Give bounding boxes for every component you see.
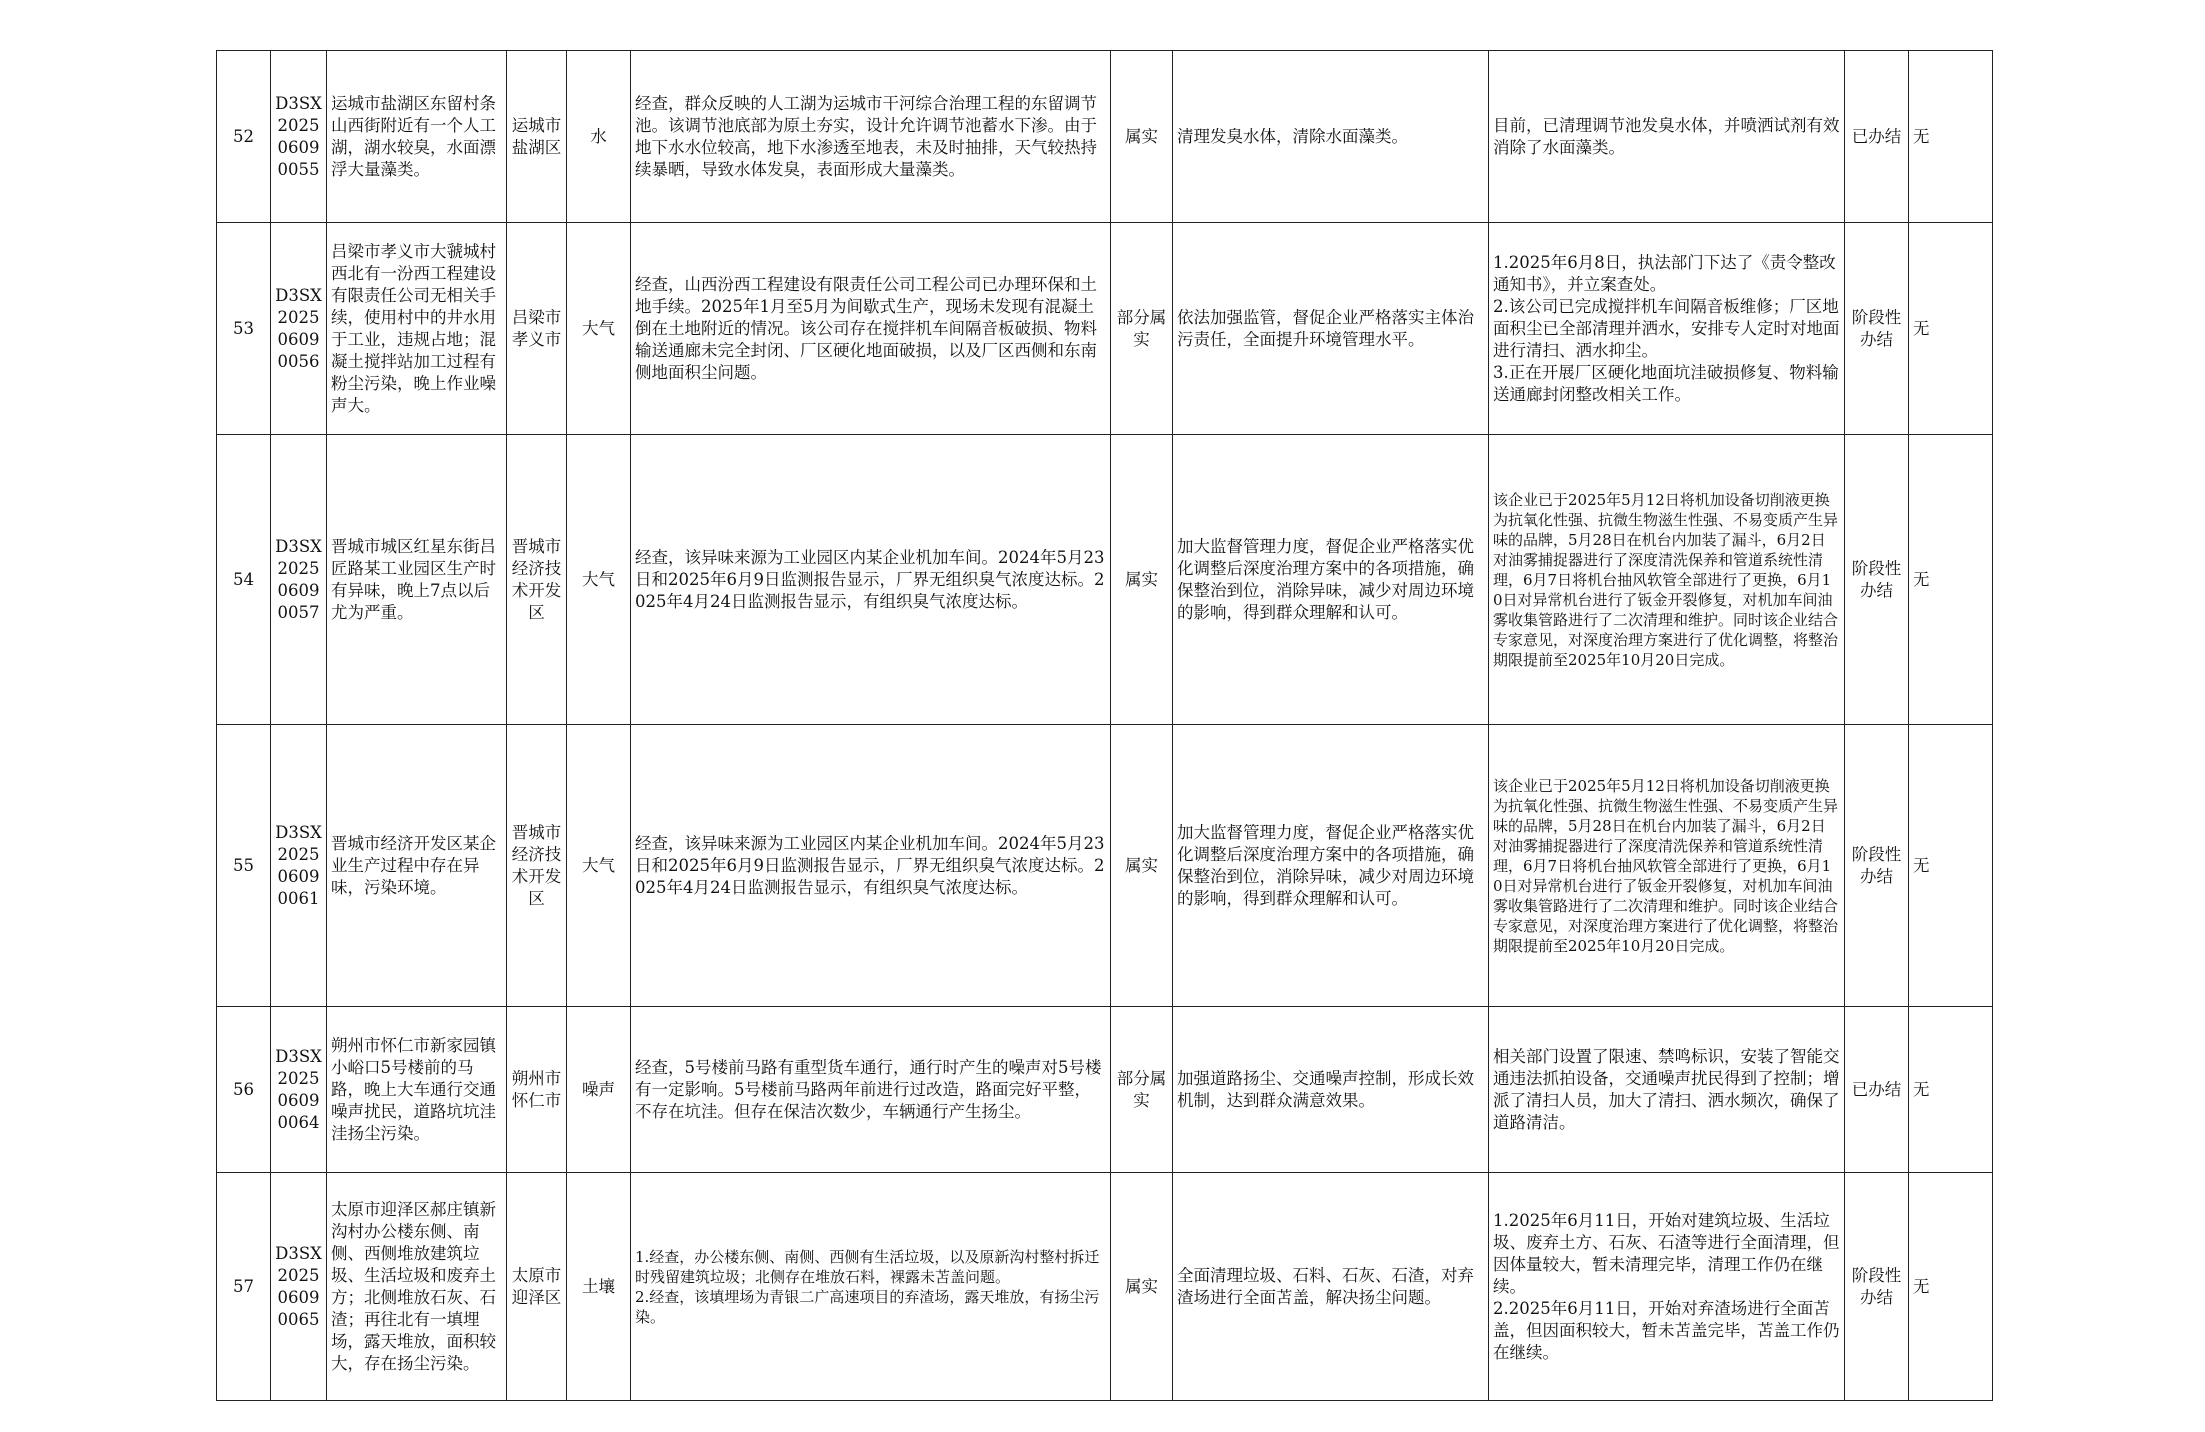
row-number: 57 <box>217 1173 271 1401</box>
accountability: 无 <box>1909 435 1993 725</box>
investigation-finding: 经查，该异味来源为工业园区内某企业机加车间。2024年5月23日和2025年6月9日监测报告显示，厂界无组织臭气浓度达标。2025年4月24日监测报告显示，有组织臭气浓度达标。 <box>631 725 1111 1007</box>
verdict: 属实 <box>1111 51 1173 223</box>
region: 朔州市怀仁市 <box>507 1007 567 1173</box>
region: 太原市迎泽区 <box>507 1173 567 1401</box>
case-code: D3SX202506090057 <box>271 435 327 725</box>
progress: 该企业已于2025年5月12日将机加设备切削液更换为抗氧化性强、抗微生物滋生性强、不易变质产生异味的品牌，5月28日在机台内加装了漏斗，6月2日对油雾捕捉器进行了深度清洗保养和管道系统性清理，6月7日将机台抽风软管全部进行了更换，6月10日对异常机台进行了钣金开裂修复，对机加车间油雾收集管路进行了二次清理和维护。同时该企业结合专家意见，对深度治理方案进行了优化调整，将整治期限提前至2025年10月20日完成。 <box>1489 435 1845 725</box>
complaint-table <box>216 50 1993 1401</box>
table-row <box>217 1173 1993 1401</box>
pollution-type: 大气 <box>567 223 631 435</box>
case-code: D3SX202506090065 <box>271 1173 327 1401</box>
row-number: 52 <box>217 51 271 223</box>
pollution-type: 水 <box>567 51 631 223</box>
accountability: 无 <box>1909 51 1993 223</box>
progress: 目前，已清理调节池发臭水体，并喷洒试剂有效消除了水面藻类。 <box>1489 51 1845 223</box>
status: 已办结 <box>1845 51 1909 223</box>
investigation-finding: 1.经查，办公楼东侧、南侧、西侧有生活垃圾，以及原新沟村整村拆迁时残留建筑垃圾；北侧存在堆放石料，裸露未苫盖问题。 2.经查，该填埋场为青银二广高速项目的弃渣场，露天堆放，有扬尘污染。 <box>631 1173 1111 1401</box>
complaint-content: 运城市盐湖区东留村条山西街附近有一个人工湖，湖水较臭，水面漂浮大量藻类。 <box>327 51 507 223</box>
region: 吕梁市孝义市 <box>507 223 567 435</box>
investigation-finding: 经查，山西汾西工程建设有限责任公司工程公司已办理环保和土地手续。2025年1月至5月为间歇式生产，现场未发现有混凝土倒在土地附近的情况。该公司存在搅拌机车间隔音板破损、物料输送通廊未完全封闭、厂区硬化地面破损，以及厂区西侧和东南侧地面积尘问题。 <box>631 223 1111 435</box>
progress: 1.2025年6月8日，执法部门下达了《责令整改通知书》，并立案查处。 2.该公司已完成搅拌机车间隔音板维修；厂区地面积尘已全部清理并洒水，安排专人定时对地面进行清扫、洒水抑尘。 3.正在开展厂区硬化地面坑洼破损修复、物料输送通廊封闭整改相关工作。 <box>1489 223 1845 435</box>
accountability: 无 <box>1909 1007 1993 1173</box>
verdict: 属实 <box>1111 435 1173 725</box>
accountability: 无 <box>1909 1173 1993 1401</box>
complaint-content: 朔州市怀仁市新家园镇小峪口5号楼前的马路，晚上大车通行交通噪声扰民，道路坑坑洼洼扬尘污染。 <box>327 1007 507 1173</box>
accountability: 无 <box>1909 223 1993 435</box>
table-row <box>217 725 1993 1007</box>
verdict: 部分属实 <box>1111 1007 1173 1173</box>
row-number: 54 <box>217 435 271 725</box>
pollution-type: 大气 <box>567 435 631 725</box>
verdict: 属实 <box>1111 1173 1173 1401</box>
case-code: D3SX202506090064 <box>271 1007 327 1173</box>
region: 晋城市经济技术开发区 <box>507 725 567 1007</box>
table-row <box>217 223 1993 435</box>
region: 晋城市经济技术开发区 <box>507 435 567 725</box>
handling-plan: 全面清理垃圾、石料、石灰、石渣，对弃渣场进行全面苫盖，解决扬尘问题。 <box>1173 1173 1489 1401</box>
progress: 该企业已于2025年5月12日将机加设备切削液更换为抗氧化性强、抗微生物滋生性强、不易变质产生异味的品牌，5月28日在机台内加装了漏斗，6月2日对油雾捕捉器进行了深度清洗保养和管道系统性清理，6月7日将机台抽风软管全部进行了更换，6月10日对异常机台进行了钣金开裂修复，对机加车间油雾收集管路进行了二次清理和维护。同时该企业结合专家意见，对深度治理方案进行了优化调整，将整治期限提前至2025年10月20日完成。 <box>1489 725 1845 1007</box>
status: 阶段性办结 <box>1845 223 1909 435</box>
verdict: 部分属实 <box>1111 223 1173 435</box>
handling-plan: 依法加强监管，督促企业严格落实主体治污责任，全面提升环境管理水平。 <box>1173 223 1489 435</box>
investigation-finding: 经查，5号楼前马路有重型货车通行，通行时产生的噪声对5号楼有一定影响。5号楼前马路两年前进行过改造，路面完好平整，不存在坑洼。但存在保洁次数少，车辆通行产生扬尘。 <box>631 1007 1111 1173</box>
status: 阶段性办结 <box>1845 435 1909 725</box>
progress: 相关部门设置了限速、禁鸣标识，安装了智能交通违法抓拍设备，交通噪声扰民得到了控制；增派了清扫人员，加大了清扫、洒水频次，确保了道路清洁。 <box>1489 1007 1845 1173</box>
status: 已办结 <box>1845 1007 1909 1173</box>
case-code: D3SX202506090056 <box>271 223 327 435</box>
row-number: 53 <box>217 223 271 435</box>
accountability: 无 <box>1909 725 1993 1007</box>
case-code: D3SX202506090061 <box>271 725 327 1007</box>
table-row <box>217 435 1993 725</box>
pollution-type: 噪声 <box>567 1007 631 1173</box>
case-code: D3SX202506090055 <box>271 51 327 223</box>
pollution-type: 土壤 <box>567 1173 631 1401</box>
handling-plan: 清理发臭水体，清除水面藻类。 <box>1173 51 1489 223</box>
complaint-content: 晋城市经济开发区某企业生产过程中存在异味，污染环境。 <box>327 725 507 1007</box>
investigation-finding: 经查，该异味来源为工业园区内某企业机加车间。2024年5月23日和2025年6月9日监测报告显示，厂界无组织臭气浓度达标。2025年4月24日监测报告显示，有组织臭气浓度达标。 <box>631 435 1111 725</box>
region: 运城市盐湖区 <box>507 51 567 223</box>
complaint-content: 晋城市城区红星东街吕匠路某工业园区生产时有异味，晚上7点以后尤为严重。 <box>327 435 507 725</box>
handling-plan: 加大监督管理力度，督促企业严格落实优化调整后深度治理方案中的各项措施，确保整治到位，消除异味，减少对周边环境的影响，得到群众理解和认可。 <box>1173 725 1489 1007</box>
pollution-type: 大气 <box>567 725 631 1007</box>
handling-plan: 加强道路扬尘、交通噪声控制，形成长效机制，达到群众满意效果。 <box>1173 1007 1489 1173</box>
row-number: 55 <box>217 725 271 1007</box>
verdict: 属实 <box>1111 725 1173 1007</box>
investigation-finding: 经查，群众反映的人工湖为运城市干河综合治理工程的东留调节池。该调节池底部为原土夯实，设计允许调节池蓄水下渗。由于地下水水位较高，地下水渗透至地表，未及时抽排，天气较热持续暴晒，导致水体发臭，表面形成大量藻类。 <box>631 51 1111 223</box>
table-row <box>217 51 1993 223</box>
row-number: 56 <box>217 1007 271 1173</box>
status: 阶段性办结 <box>1845 725 1909 1007</box>
complaint-content: 太原市迎泽区郝庄镇新沟村办公楼东侧、南侧、西侧堆放建筑垃圾、生活垃圾和废弃土方；北侧堆放石灰、石渣；再往北有一填埋场，露天堆放，面积较大，存在扬尘污染。 <box>327 1173 507 1401</box>
complaint-content: 吕梁市孝义市大虢城村西北有一汾西工程建设有限责任公司无相关手续，使用村中的井水用于工业，违规占地；混凝土搅拌站加工过程有粉尘污染，晚上作业噪声大。 <box>327 223 507 435</box>
table-row <box>217 1007 1993 1173</box>
handling-plan: 加大监督管理力度，督促企业严格落实优化调整后深度治理方案中的各项措施，确保整治到位，消除异味，减少对周边环境的影响，得到群众理解和认可。 <box>1173 435 1489 725</box>
status: 阶段性办结 <box>1845 1173 1909 1401</box>
progress: 1.2025年6月11日，开始对建筑垃圾、生活垃圾、废弃土方、石灰、石渣等进行全面清理，但因体量较大，暂未清理完毕，清理工作仍在继续。 2.2025年6月11日，开始对弃渣场进行全面苫盖，但因面积较大，暂未苫盖完毕，苫盖工作仍在继续。 <box>1489 1173 1845 1401</box>
